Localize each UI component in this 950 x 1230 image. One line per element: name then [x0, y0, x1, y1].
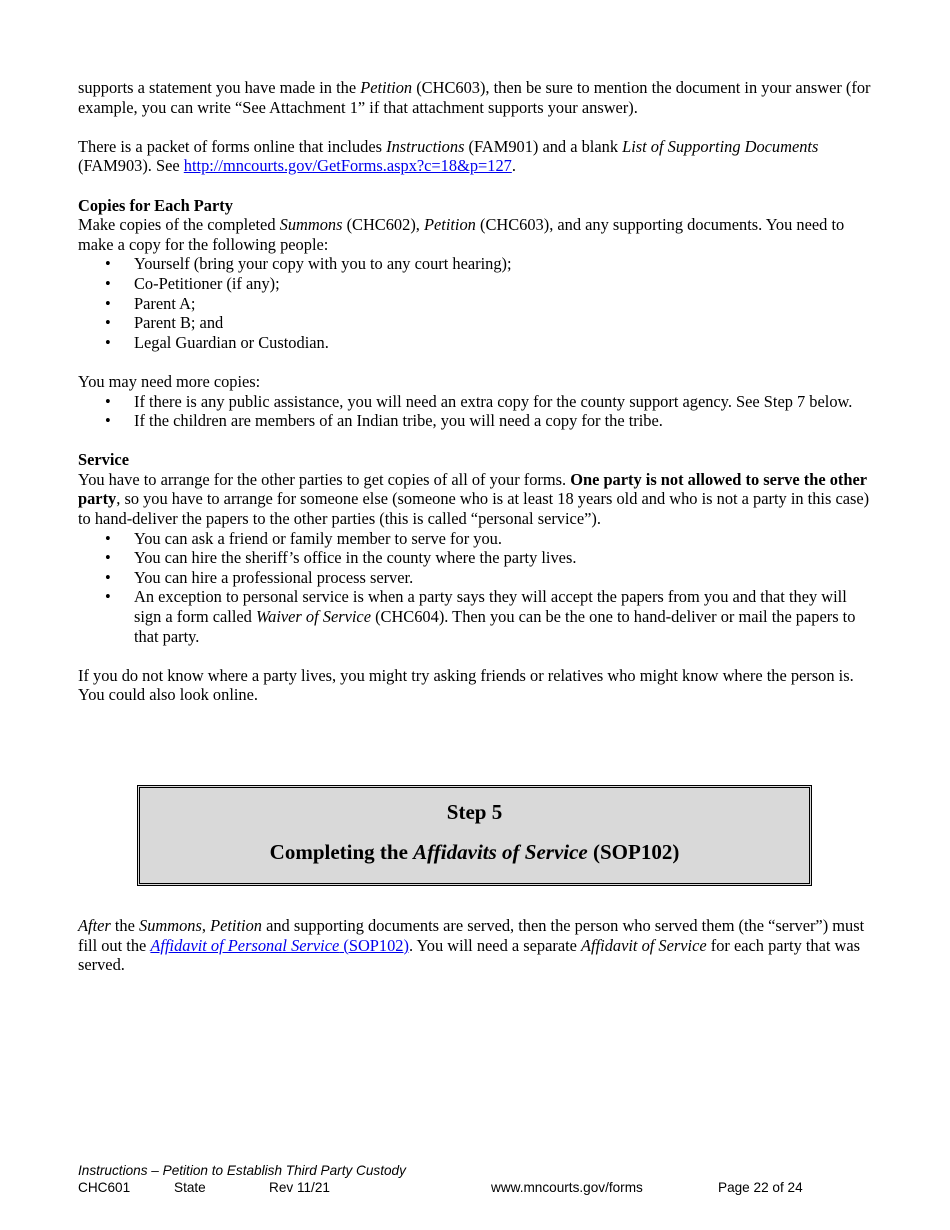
text: (FAM901) and a blank [464, 136, 623, 156]
step-number: Step 5 [446, 800, 503, 824]
list-item: • If the children are members of an Indian tribe, you will need a copy for the tribe. [78, 411, 872, 431]
text: the [110, 916, 140, 935]
list-item: • Parent A; [78, 294, 872, 314]
list-item: • Yourself (bring your copy with you to any court hearing); [78, 254, 872, 274]
intro-paragraph-1 [78, 78, 872, 117]
footer-state: State [174, 1179, 206, 1195]
text: , [201, 916, 211, 935]
text: (SOP102) [587, 840, 680, 864]
service-paragraph [78, 470, 872, 529]
text: (SOP102) [339, 935, 409, 955]
text: You have to arrange for the other parties to get copies of all of your forms. [78, 469, 571, 489]
more-copies-intro: You may need more copies: [78, 371, 261, 391]
text: Affidavit of Service [581, 935, 707, 955]
footer-form-code: CHC601 [78, 1179, 131, 1195]
unknown-location-paragraph: If you do not know where a party lives, you might try asking friends or relatives who might know where the person is. You could also look online. [78, 665, 854, 705]
text: Make copies of the completed [78, 215, 280, 235]
text: Completing the [269, 840, 414, 864]
text: Waiver of Service [255, 607, 371, 627]
text: Affidavit of Personal Service [150, 935, 340, 955]
footer-revision: Rev 11/21 [269, 1179, 330, 1195]
footer-website: www.mncourts.gov/forms [491, 1179, 643, 1195]
text: Petition [423, 215, 476, 235]
intro-paragraph-2 [78, 137, 872, 176]
page-footer [78, 1163, 878, 1196]
footer-info-row [78, 1180, 878, 1197]
step-5-box [137, 785, 812, 886]
text: After [78, 916, 111, 935]
text: List of Supporting Documents [622, 136, 819, 156]
list-item [78, 587, 872, 646]
affidavit-link[interactable] [150, 936, 409, 955]
text: and supporting documents are served, then the person who served them (the “server”) must fill out the [78, 916, 865, 955]
text: An exception to personal service is when a party says they will accept the papers from you and that they will sign a form called [134, 587, 847, 627]
text: . [511, 156, 516, 176]
text: There is a packet of forms online that includes [78, 136, 387, 156]
list-item: • You can hire a professional process server. [78, 568, 872, 588]
text: (CHC603), then be sure to mention the document in your answer (for example, you can write “See Attachment 1” if that attachment supports your answer). [78, 78, 871, 117]
text: Petition [360, 78, 413, 97]
copies-paragraph [78, 215, 872, 254]
list-item: • Legal Guardian or Custodian. [78, 333, 872, 353]
after-service-paragraph [78, 916, 872, 975]
text: Summons [139, 916, 202, 935]
text: (CHC602), [342, 215, 424, 235]
text: , so you have to arrange for someone else (someone who is at least 18 years old and who is not a party in this case) to hand-deliver the papers to the other parties (this is called “personal service”). [78, 489, 870, 529]
text: for each party that was served. [78, 935, 861, 975]
more-copies-list [78, 392, 872, 431]
footer-title: Instructions – Petition to Establish Third Party Custody [78, 1163, 406, 1178]
text: supports a statement you have made in the [78, 78, 361, 97]
text: One party is not allowed to serve the other party [78, 469, 867, 509]
text: Petition [210, 916, 262, 935]
text: Summons [279, 215, 343, 235]
text: Instructions [386, 136, 465, 156]
text: (CHC603), and any supporting documents. You need to make a copy for the following people: [78, 215, 845, 254]
text: (CHC604). Then you can be the one to hand-deliver or mail the papers to that party. [134, 607, 856, 646]
list-item: • Co-Petitioner (if any); [78, 274, 872, 294]
text: Affidavits of Service [413, 840, 588, 864]
text: . You will need a separate [408, 935, 582, 955]
service-options-list [78, 529, 872, 647]
text: (FAM903). See [78, 156, 184, 176]
document-body [78, 78, 872, 705]
step-title [140, 840, 809, 864]
list-item: • Parent B; and [78, 313, 872, 333]
service-heading: Service [78, 450, 129, 470]
copies-people-list [78, 254, 872, 352]
footer-page-number: Page 22 of 24 [718, 1179, 803, 1195]
list-item: • You can ask a friend or family member to serve for you. [78, 529, 872, 549]
list-item: • You can hire the sheriff’s office in the county where the party lives. [78, 548, 872, 568]
forms-link[interactable]: http://mncourts.gov/GetForms.aspx?c=18&p=127 [183, 156, 512, 176]
copies-heading: Copies for Each Party [78, 195, 233, 215]
list-item: • If there is any public assistance, you will need an extra copy for the county support agency. See Step 7 below. [78, 392, 872, 412]
